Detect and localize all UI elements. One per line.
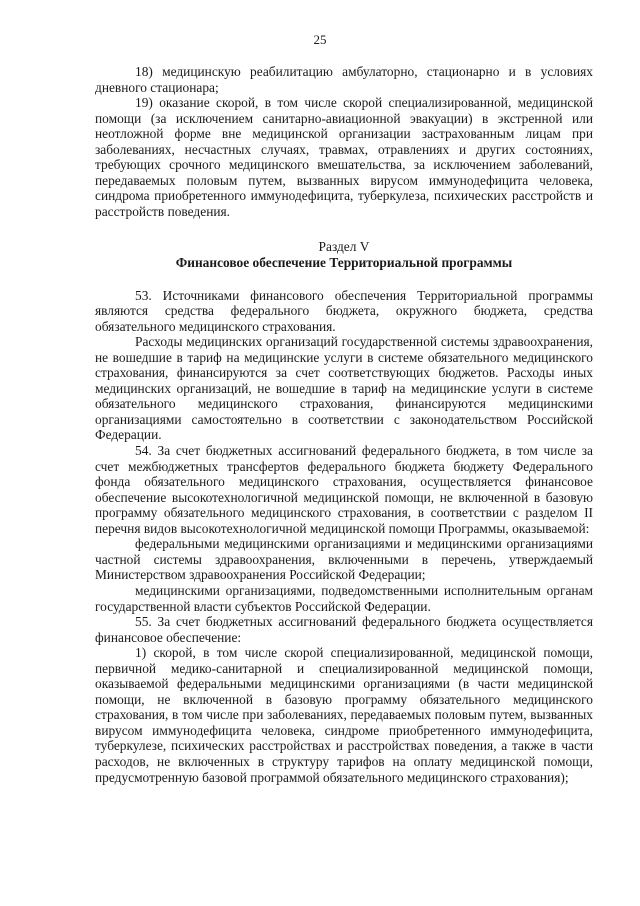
list-item-18: 18) медицинскую реабилитацию амбулаторно, стационарно и в условиях дневного стационара; xyxy=(95,64,593,95)
list-item-19: 19) оказание скорой, в том числе скорой специализированной, медицинской помощи (за исключением санитарно-авиационной эвакуации) в экстренной или неотложной форме вне медицинской организации застрахованным лицам при заболеваниях, несчастных случаях, травмах, отравлениях и других состояниях, требующих срочного медицинского вмешательства, за исключением заболеваний, передаваемых половым путем, вызванных вирусом иммунодефицита человека, синдрома приобретенного иммунодефицита, туберкулеза, психических расстройств и расстройств поведения. xyxy=(95,95,593,219)
paragraph-53: 53. Источниками финансового обеспечения Территориальной программы являются средства федерального бюджета, окружного бюджета, средства обязательного медицинского страхования. xyxy=(95,287,593,334)
paragraph-55: 55. За счет бюджетных ассигнований федерального бюджета осуществляется финансовое обеспечение: xyxy=(95,614,593,645)
section-label: Раздел V xyxy=(318,239,370,255)
paragraph-55-item-1: 1) скорой, в том числе скорой специализированной, медицинской помощи, первичной медико-санитарной и специализированной медицинской помощи, оказываемой федеральными медицинскими организациями (в части медицинской помощи, не включенной в базовую программу обязательного медицинского страхования, в том числе при заболеваниях, передаваемых половым путем, вызванных вирусом иммунодефицита человека, синдроме приобретенного иммунодефицита, туберкулезе, психических расстройствах и расстройствах поведения, а также в части расходов, не включенных в структуру тарифов на оплату медицинской помощи, предусмотренную базовой программой обязательного медицинского страхования); xyxy=(95,645,593,785)
paragraph-54-subordinate-orgs: медицинскими организациями, подведомственными исполнительным органам государственной власти субъектов Российской Федерации. xyxy=(95,582,593,614)
paragraph-54: 54. За счет бюджетных ассигнований федерального бюджета, в том числе за счет межбюджетных трансфертов федерального бюджета бюджету Федерального фонда обязательного медицинского страхования, осуществляется финансовое обеспечение высокотехнологичной медицинской помощи, не включенной в базовую программу обязательного медицинского страхования, в соответствии с разделом II перечня видов высокотехнологичной медицинской помощи Программы, оказываемой: xyxy=(95,443,593,536)
paragraph-54-federal-orgs: федеральными медицинскими организациями и медицинскими организациями частной системы здравоохранения, включенными в перечень, утверждаемый Министерством здравоохранения Российской Федерации; xyxy=(95,536,593,583)
document-body xyxy=(95,64,593,785)
paragraph-53-expenses: Расходы медицинских организаций государственной системы здравоохранения, не вошедшие в тариф на медицинские услуги в системе обязательного медицинского страхования, финансируются за счет соответствующих бюджетов. Расходы иных медицинских организаций, не вошедшие в тариф на медицинские услуги в системе обязательного медицинского страхования, финансируются медицинскими организациями самостоятельно в соответствии с законодательством Российской Федерации. xyxy=(95,334,593,443)
page-number: 25 xyxy=(313,32,327,47)
section-title: Финансовое обеспечение Территориальной программы xyxy=(175,255,513,271)
